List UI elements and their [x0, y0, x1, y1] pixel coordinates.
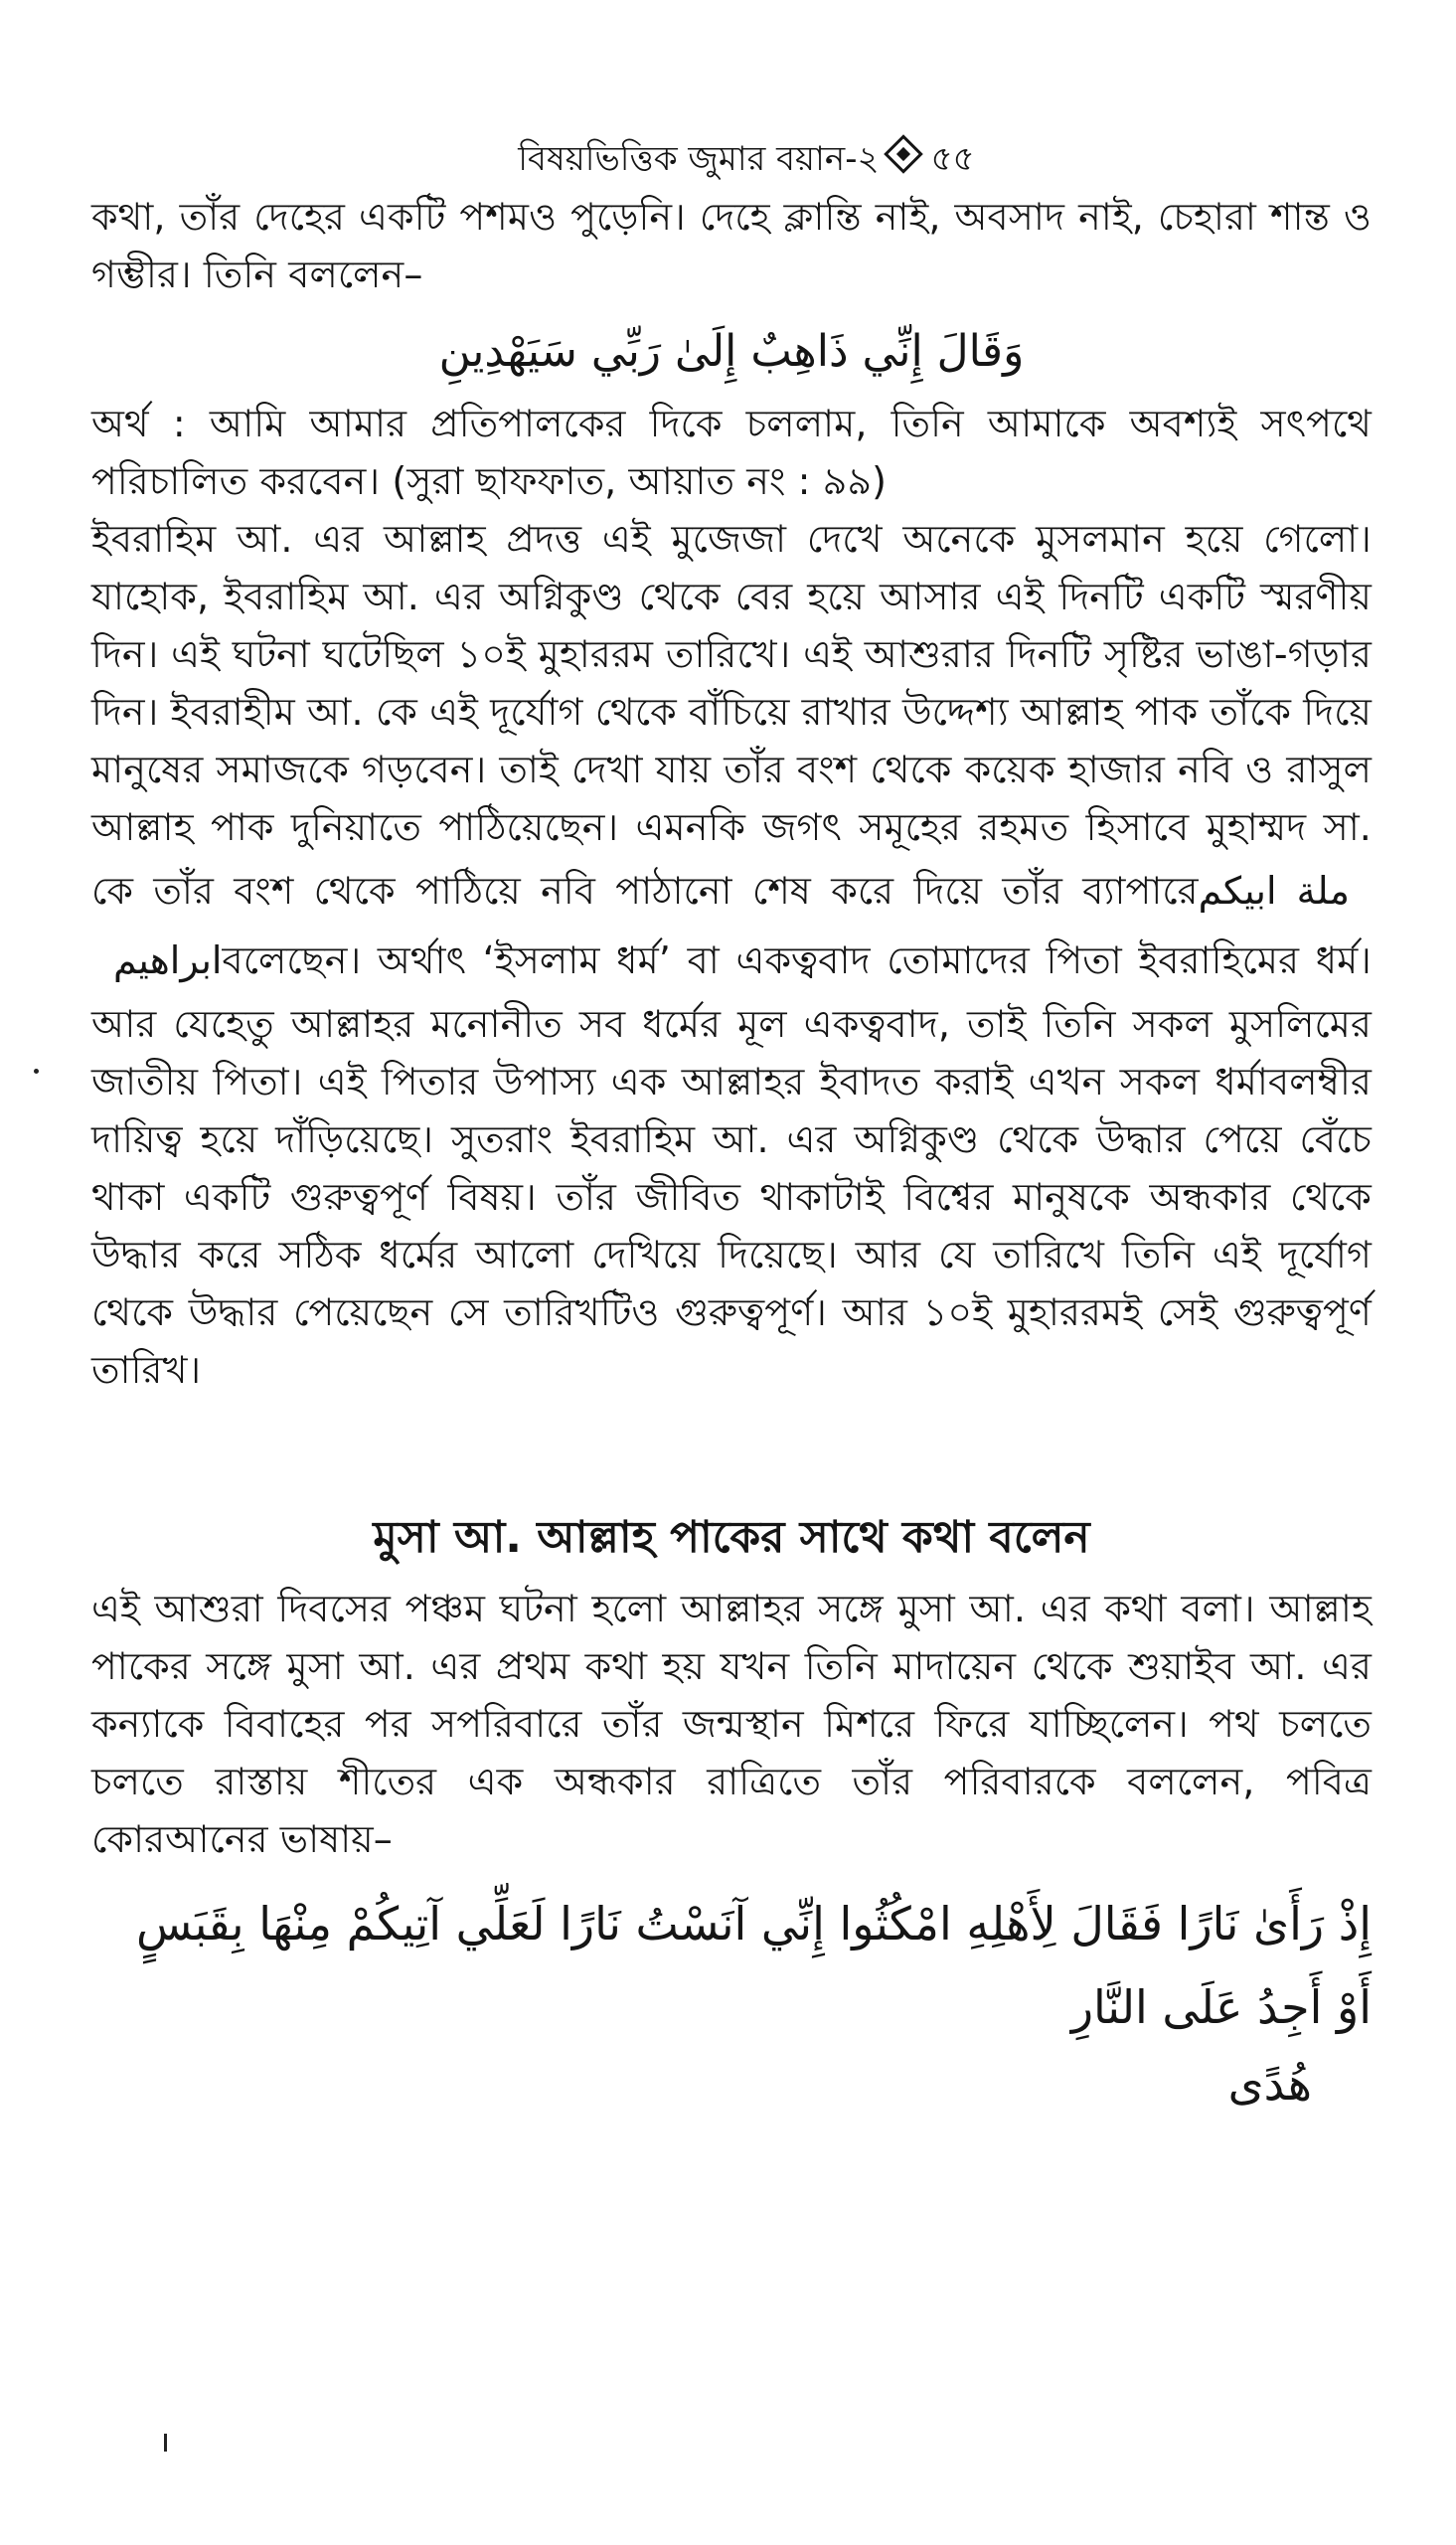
paragraph-ibrahim: [91, 510, 1372, 1399]
paragraph-musa: এই আশুরা দিবসের পঞ্চম ঘটনা হলো আল্লাহর সঙ্গে মুসা আ. এর কথা বলা। আল্লাহ পাকের সঙ্গে মুসা আ. এর প্রথম কথা হয় যখন তিনি মাদায়েন থেকে শুয়াইব আ. এর কন্যাকে বিবাহের পর সপরিবারে তাঁর জন্মস্থান মিশরে ফিরে যাচ্ছিলেন। পথ চলতে চলতে রাস্তায় শীতের এক অন্ধকার রাত্রিতে তাঁর পরিবারকে বললেন, পবিত্র কোরআনের ভাষায়–: [91, 1587, 1372, 1861]
diamond-separator-icon: [884, 134, 923, 174]
page-number: ৫৫: [930, 139, 975, 179]
paragraph-translation: অর্থ : আমি আমার প্রতিপালকের দিকে চললাম, তিনি আমাকে অবশ্যই সৎপথে পরিচালিত করবেন। (সুরা ছাফফাত, আয়াত নং : ৯৯): [91, 402, 1372, 503]
margin-tick-mark: [164, 2434, 167, 2452]
book-title: বিষয়ভিত্তিক জুমার বয়ান-২: [518, 139, 880, 179]
quran-verse-saffat-99: وَقَالَ إِنِّي ذَاهِبٌ إِلَىٰ رَبِّي سَيَهْدِينِ: [438, 326, 1025, 377]
paragraph-ibrahim-continued: বলেছেন। অর্থাৎ ‘ইসলাম ধর্ম’ বা একত্ববাদ তোমাদের পিতা ইবরাহিমের ধর্ম। আর যেহেতু আল্লাহর মনোনীত সব ধর্মের মূল একত্ববাদ, তাই তিনি সকল মুসলিমের জাতীয় পিতা। এই পিতার উপাস্য এক আল্লাহর ইবাদত করাই এখন সকল ধর্মাবলম্বীর দায়িত্ব হয়ে দাঁড়িয়েছে। সুতরাং ইবরাহিম আ. এর অগ্নিকুণ্ড থেকে উদ্ধার পেয়ে বেঁচে থাকা একটি গুরুত্বপূর্ণ বিষয়। তাঁর জীবিত থাকাটাই বিশ্বের মানুষকে অন্ধকার থেকে উদ্ধার করে সঠিক ধর্মের আলো দেখিয়ে দিয়েছে। আর যে তারিখে তিনি এই দূর্যোগ থেকে উদ্ধার পেয়েছেন সে তারিখটিও গুরুত্বপূর্ণ। আর ১০ই মুহাররমই সেই গুরুত্বপূর্ণ তারিখ।: [91, 938, 1372, 1392]
paragraph-intro: কথা, তাঁর দেহের একটি পশমও পুড়েনি। দেহে ক্লান্তি নাই, অবসাদ নাই, চেহারা শান্ত ও গম্ভীর। তিনি বললেন–: [91, 195, 1372, 296]
quran-verse-taha-continued: هُدًى: [1227, 2057, 1312, 2111]
section-heading: মুসা আ. আল্লাহ পাকের সাথে কথা বলেন: [373, 1512, 1090, 1563]
paragraph-ibrahim-text: ইবরাহিম আ. এর আল্লাহ প্রদত্ত এই মুজেজা দেখে অনেকে মুসলমান হয়ে গেলো। যাহোক, ইবরাহিম আ. এর অগ্নিকুণ্ড থেকে বের হয়ে আসার এই দিনটি একটি স্মরণীয় দিন। এই ঘটনা ঘটেছিল ১০ই মুহাররম তারিখে। এই আশুরার দিনটি সৃষ্টির ভাঙা-গড়ার দিন। ইবরাহীম আ. কে এই দূর্যোগ থেকে বাঁচিয়ে রাখার উদ্দেশ্য আল্লাহ পাক তাঁকে দিয়ে মানুষের সমাজকে গড়বেন। তাই দেখা যায় তাঁর বংশ থেকে কয়েক হাজার নবি ও রাসুল আল্লাহ পাক দুনিয়াতে পাঠিয়েছেন। এমনকি জগৎ সমূহের রহমত হিসাবে মুহাম্মদ সা. কে তাঁর বংশ থেকে পাঠিয়ে নবি পাঠানো শেষ করে দিয়ে তাঁর ব্যাপারে: [91, 517, 1372, 913]
quran-verse-taha: إِذْ رَأَىٰ نَارًا فَقَالَ لِأَهْلِهِ امْكُثُوا إِنِّي آنَسْتُ نَارًا لَعَلِّي آتِيكُمْ مِنْهَا بِقَبَسٍ أَوْ أَجِدُ عَلَى النَّارِ: [136, 1897, 1372, 2034]
running-header: [121, 134, 1372, 184]
inline-arabic-phrase: ملة ابيكم ابراهيم: [113, 869, 1350, 982]
margin-dot-mark: [34, 1069, 39, 1074]
